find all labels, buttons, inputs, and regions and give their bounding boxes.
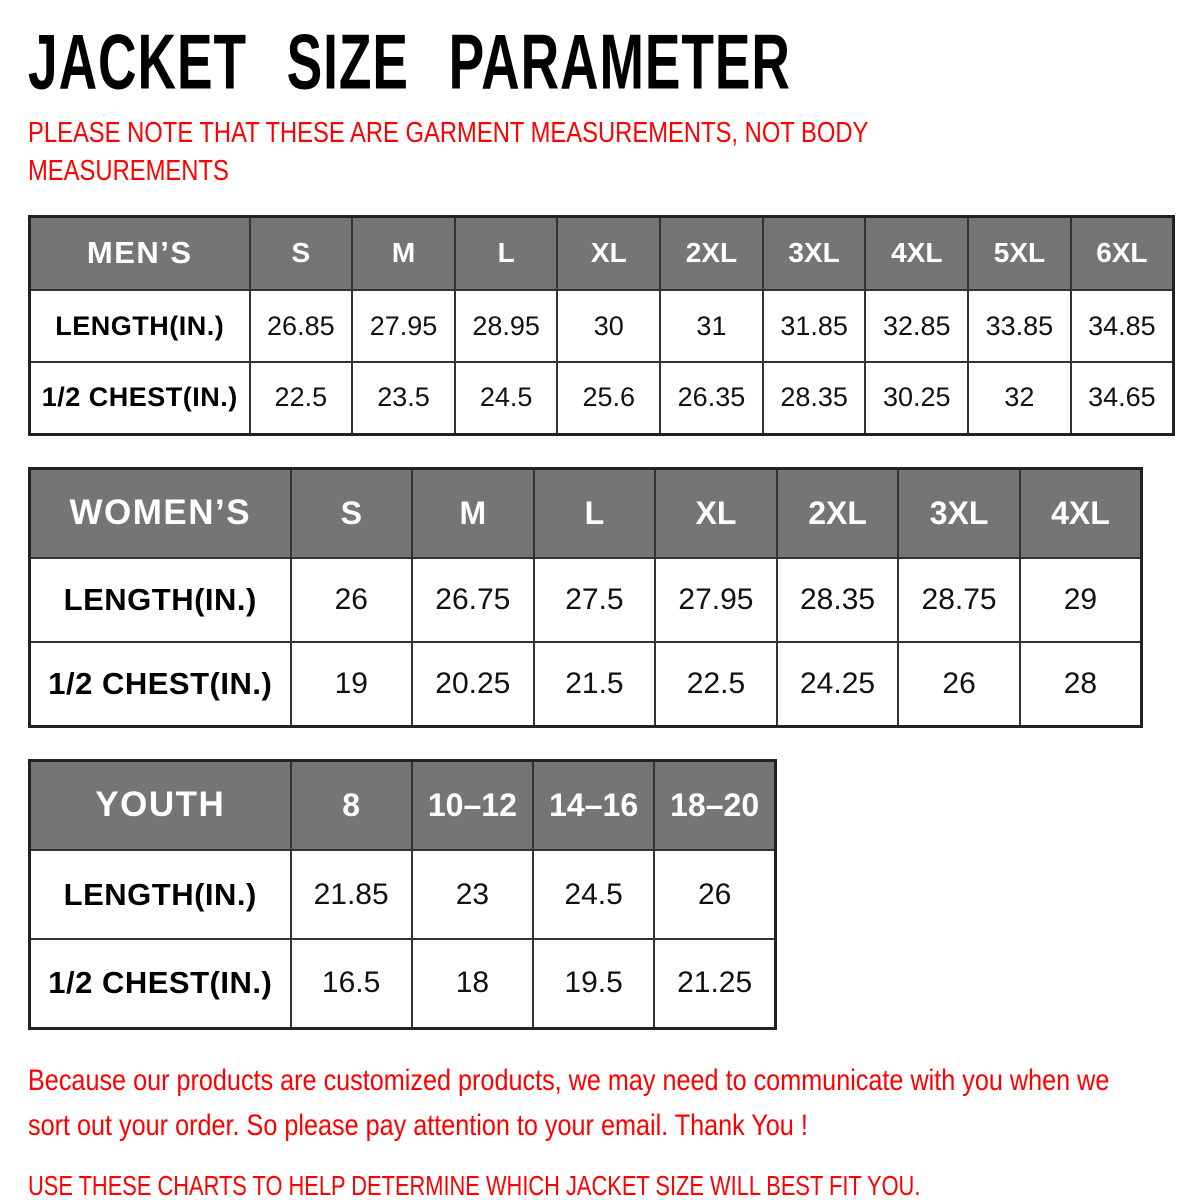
- size-group-header: WOMEN’S: [30, 468, 291, 558]
- size-value-cell: 26.85: [250, 290, 353, 362]
- page-title: JACKET SIZE PARAMETER: [28, 18, 791, 106]
- size-value-cell: 26.75: [412, 558, 534, 642]
- size-group-header: MEN’S: [30, 216, 250, 290]
- size-value-cell: 21.85: [291, 850, 412, 939]
- table-row: [30, 939, 776, 1028]
- measurement-row-label: LENGTH(IN.): [30, 558, 291, 642]
- size-value-cell: 26: [654, 850, 775, 939]
- size-value-cell: 23.5: [352, 362, 455, 434]
- measurement-row-label: 1/2 CHEST(IN.): [30, 642, 291, 726]
- size-value-cell: 34.65: [1071, 362, 1174, 434]
- size-value-cell: 27.95: [352, 290, 455, 362]
- size-value-cell: 24.5: [533, 850, 654, 939]
- size-value-cell: 28.75: [898, 558, 1020, 642]
- size-column-header: M: [412, 468, 534, 558]
- table-row: [30, 850, 776, 939]
- size-column-header: S: [250, 216, 353, 290]
- size-value-cell: 27.5: [534, 558, 656, 642]
- table-row: [30, 642, 1142, 726]
- size-value-cell: 28: [1020, 642, 1142, 726]
- size-value-cell: 30: [557, 290, 660, 362]
- size-value-cell: 26: [291, 558, 413, 642]
- size-column-header: 2XL: [777, 468, 899, 558]
- size-value-cell: 33.85: [968, 290, 1071, 362]
- size-column-header: 8: [291, 760, 412, 850]
- size-value-cell: 23: [412, 850, 533, 939]
- size-value-cell: 28.35: [777, 558, 899, 642]
- size-column-header: 14–16: [533, 760, 654, 850]
- size-value-cell: 25.6: [557, 362, 660, 434]
- size-value-cell: 22.5: [250, 362, 353, 434]
- size-value-cell: 16.5: [291, 939, 412, 1028]
- size-column-header: 5XL: [968, 216, 1071, 290]
- size-value-cell: 32: [968, 362, 1071, 434]
- size-value-cell: 22.5: [655, 642, 777, 726]
- header-row: [30, 468, 1142, 558]
- size-column-header: 4XL: [1020, 468, 1142, 558]
- size-value-cell: 34.85: [1071, 290, 1174, 362]
- size-column-header: 3XL: [763, 216, 866, 290]
- size-value-cell: 29: [1020, 558, 1142, 642]
- size-value-cell: 26: [898, 642, 1020, 726]
- table-row: [30, 558, 1142, 642]
- size-value-cell: 28.35: [763, 362, 866, 434]
- size-column-header: 4XL: [865, 216, 968, 290]
- size-column-header: 18–20: [654, 760, 775, 850]
- header-row: [30, 216, 1174, 290]
- measurement-row-label: LENGTH(IN.): [30, 290, 250, 362]
- size-value-cell: 24.5: [455, 362, 558, 434]
- size-value-cell: 30.25: [865, 362, 968, 434]
- measurement-row-label: 1/2 CHEST(IN.): [30, 362, 250, 434]
- size-column-header: M: [352, 216, 455, 290]
- chart-usage-note: USE THESE CHARTS TO HELP DETERMINE WHICH JACKET SIZE WILL BEST FIT YOU.: [28, 1169, 921, 1200]
- size-value-cell: 26.35: [660, 362, 763, 434]
- womens-size-table: [28, 467, 1143, 728]
- size-column-header: L: [455, 216, 558, 290]
- size-column-header: XL: [655, 468, 777, 558]
- customization-notice: Because our products are customized products, we may need to communicate with you when we sort out your order. So please pay attention to your email. Thank You !: [28, 1063, 1110, 1142]
- size-column-header: L: [534, 468, 656, 558]
- size-value-cell: 27.95: [655, 558, 777, 642]
- size-column-header: 3XL: [898, 468, 1020, 558]
- size-column-header: 2XL: [660, 216, 763, 290]
- table-row: [30, 290, 1174, 362]
- size-column-header: 10–12: [412, 760, 533, 850]
- table-row: [30, 362, 1174, 434]
- size-column-header: XL: [557, 216, 660, 290]
- mens-size-table: [28, 215, 1175, 436]
- size-column-header: 6XL: [1071, 216, 1174, 290]
- garment-measurement-note: PLEASE NOTE THAT THESE ARE GARMENT MEASUREMENTS, NOT BODY MEASUREMENTS: [28, 117, 868, 188]
- size-value-cell: 18: [412, 939, 533, 1028]
- size-value-cell: 19.5: [533, 939, 654, 1028]
- size-value-cell: 24.25: [777, 642, 899, 726]
- header-row: [30, 760, 776, 850]
- size-value-cell: 20.25: [412, 642, 534, 726]
- size-value-cell: 28.95: [455, 290, 558, 362]
- size-value-cell: 21.5: [534, 642, 656, 726]
- size-value-cell: 31: [660, 290, 763, 362]
- size-value-cell: 21.25: [654, 939, 775, 1028]
- size-group-header: YOUTH: [30, 760, 291, 850]
- youth-size-table: [28, 759, 777, 1030]
- size-column-header: S: [291, 468, 413, 558]
- size-value-cell: 19: [291, 642, 413, 726]
- size-value-cell: 32.85: [865, 290, 968, 362]
- size-value-cell: 31.85: [763, 290, 866, 362]
- measurement-row-label: 1/2 CHEST(IN.): [30, 939, 291, 1028]
- measurement-row-label: LENGTH(IN.): [30, 850, 291, 939]
